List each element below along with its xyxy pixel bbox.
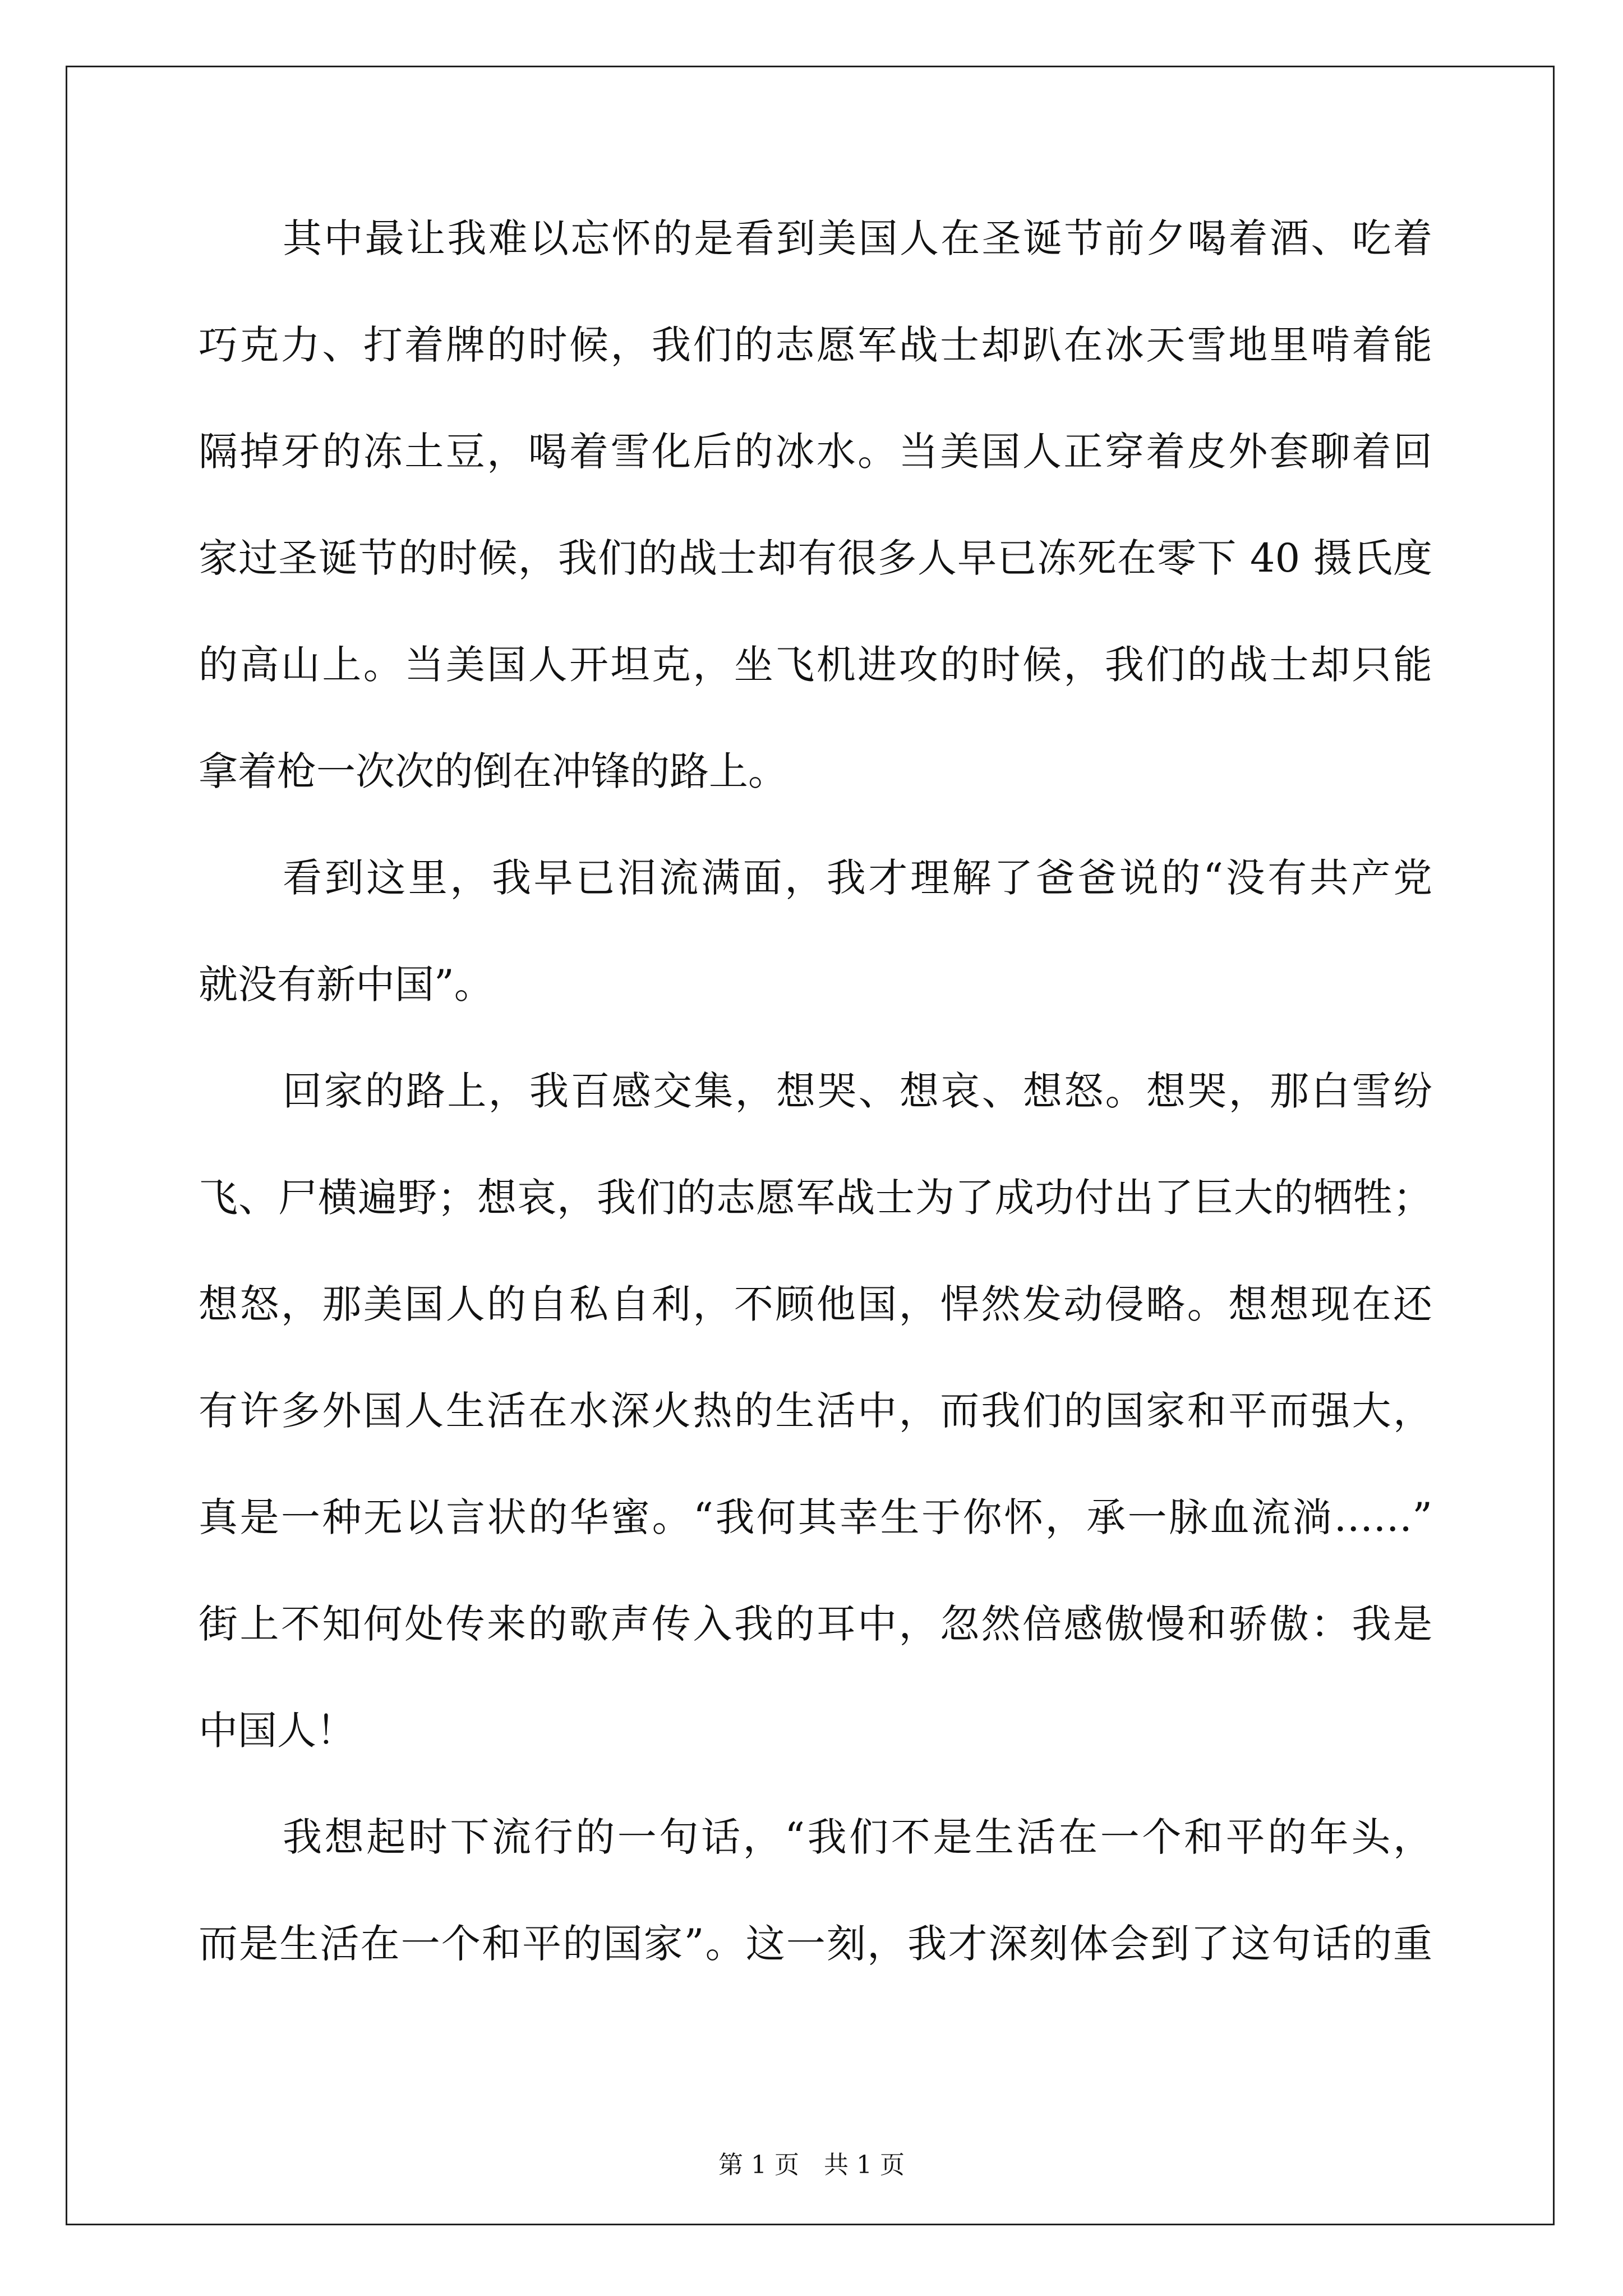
text-line: 的高山上。当美国人开坦克，坐飞机进攻的时候，我们的战士却只能 [199, 642, 1432, 688]
text-line: 真是一种无以言状的华蜜。“我何其幸生于你怀，承一脉血流淌……” [199, 1494, 1432, 1540]
text-line: 我想起时下流行的一句话，“我们不是生活在一个和平的年头， [283, 1814, 1432, 1860]
text-line: 看到这里，我早已泪流满面，我才理解了爸爸说的“没有共产党 [283, 855, 1432, 901]
text-line: 有许多外国人生活在水深火热的生活中，而我们的国家和平而强大， [199, 1388, 1432, 1434]
text-line: 飞、尸横遍野；想哀，我们的志愿军战士为了成功付出了巨大的牺牲； [199, 1175, 1432, 1221]
text-line: 巧克力、打着牌的时候，我们的志愿军战士却趴在冰天雪地里啃着能 [199, 322, 1432, 368]
text-line: 家过圣诞节的时候，我们的战士却有很多人早已冻死在零下 40 摄氏度 [199, 535, 1432, 581]
text-line: 其中最让我难以忘怀的是看到美国人在圣诞节前夕喝着酒、吃着 [283, 215, 1432, 261]
text-line: 就没有新中国”。 [199, 961, 494, 1007]
document-body [199, 215, 1432, 2031]
text-line: 街上不知何处传来的歌声传入我的耳中，忽然倍感傲慢和骄傲：我是 [199, 1601, 1432, 1647]
text-line: 回家的路上，我百感交集，想哭、想哀、想怒。想哭，那白雪纷 [283, 1068, 1432, 1114]
text-line: 拿着枪一次次的倒在冲锋的路上。 [199, 748, 787, 794]
text-line: 隔掉牙的冻土豆，喝着雪化后的冰水。当美国人正穿着皮外套聊着回 [199, 429, 1432, 475]
page-number: 第 1 页 共 1 页 [718, 2151, 905, 2179]
text-line: 而是生活在一个和平的国家”。这一刻，我才深刻体会到了这句话的重 [199, 1921, 1432, 1967]
text-line: 中国人！ [199, 1708, 356, 1754]
text-line: 想怒，那美国人的自私自利，不顾他国，悍然发动侵略。想想现在还 [199, 1281, 1432, 1327]
